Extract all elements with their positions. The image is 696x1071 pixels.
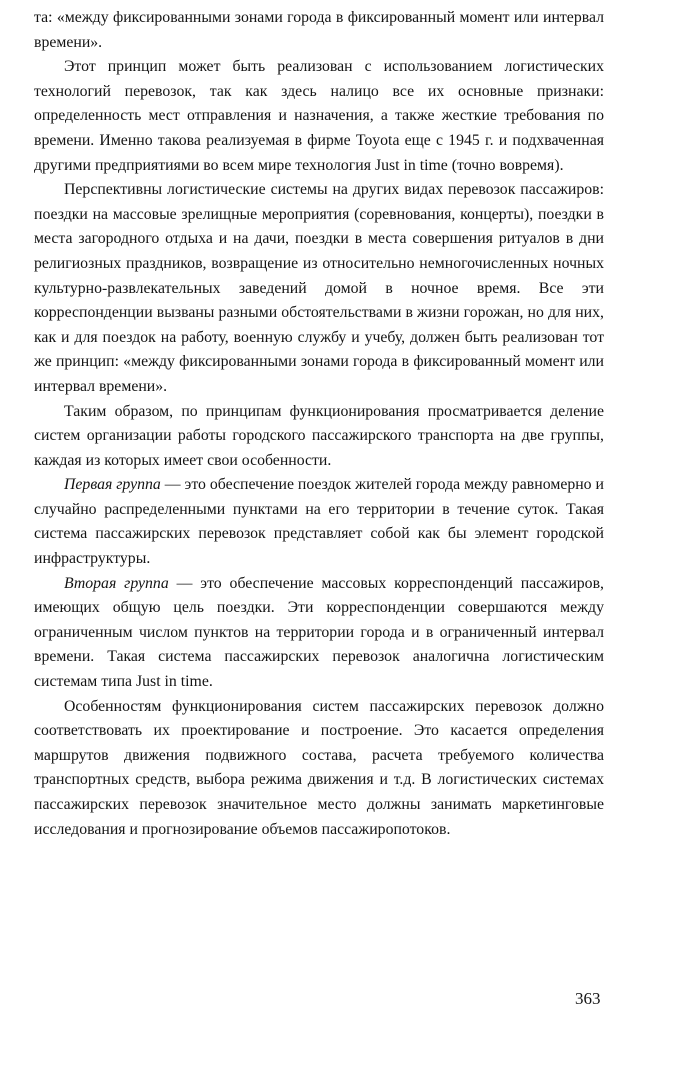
paragraph-first-group — [34, 473, 604, 571]
paragraph-continuation: та: «между фиксированными зонами города в фиксированный момент или интервал времени». — [34, 9, 604, 51]
second-group-lead: Вторая группа — [64, 574, 169, 592]
second-group-text: — это обеспечение массовых корреспонденций пассажиров, имеющих общую цель поездки. Эти корреспонденции совершаются между ограниченным числом пунктов на территории города и в ограниченный интервал времени. Такая система пассажирских перевозок аналогична логистическим системам типа Just in time. — [34, 574, 604, 691]
paragraph-logistics-principle: Этот принцип может быть реализован с использованием логистических технологий перевозок, так как здесь налицо все их основные признаки: определенность мест отправления и назначения, а также жесткие требования по времени. Именно такова реализуемая в фирме Toyota еще с 1945 г. и подхваченная другими предприятиями во всем мире технология Just in time (точно вовремя). — [34, 58, 604, 174]
first-group-lead: Первая группа — [64, 476, 161, 494]
page-number: 363 — [575, 989, 601, 1008]
first-group-text: — это обеспечение поездок жителей города между равномерно и случайно распределенными пунктами на его территории в течение суток. Такая система пассажирских перевозок представляет собой как бы элемент городской инфраструктуры. — [34, 476, 604, 568]
paragraph-prospective-systems: Перспективны логистические системы на других видах перевозок пассажиров: поездки на массовые зрелищные мероприятия (соревнования, концерты), поездки в места загородного отдыха и на дачи, поездки в места совершения ритуалов в дни религиозных праздников, возвращение из относительно немногочисленных ночных культурно-развлекательных заведений домой в ночное время. Все эти корреспонденции вызваны разными обстоятельствами в жизни горожан, но для них, как и для поездок на работу, военную службу и учебу, должен быть реализован тот же принцип: «между фиксированными зонами города в фиксированный момент или интервал времени». — [34, 181, 604, 395]
paragraph-design-features: Особенностям функционирования систем пассажирских перевозок должно соответствовать их проектирование и построение. Это касается определения маршрутов движения подвижного состава, расчета требуемого количества транспортных средств, выбора режима движения и т.д. В логистических системах пассажирских перевозок значительное место должны занимать маркетинговые исследования и прогнозирование объемов пассажиропотоков. — [34, 697, 604, 838]
paragraph-two-groups: Таким образом, по принципам функционирования просматривается деление систем организации работы городского пассажирского транспорта на две группы, каждая из которых имеет свои особенности. — [34, 402, 604, 469]
paragraph-second-group — [34, 572, 604, 695]
